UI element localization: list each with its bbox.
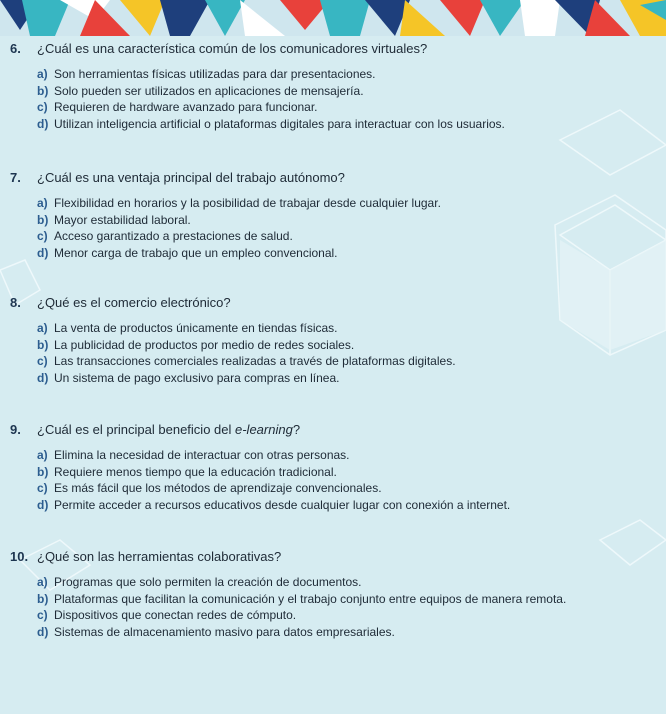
option-letter: d) [37,116,49,131]
option-text: Menor carga de trabajo que un empleo convencional. [54,245,338,260]
option-letter: d) [37,497,49,512]
option-a [0,448,666,465]
option-letter: b) [37,337,49,352]
question-number: 10. [10,549,29,564]
option-b [0,592,666,609]
question-6 [0,41,666,133]
option-a [0,196,666,213]
option-text: Elimina la necesidad de interactuar con otras personas. [54,448,350,462]
option-d [0,371,666,388]
option-text: Dispositivos que conectan redes de cómputo. [54,608,297,622]
option-a [0,67,666,84]
option-d [0,498,666,515]
option-letter: a) [37,448,48,462]
option-text: Sistemas de almacenamiento masivo para datos empresariales. [54,624,395,639]
option-text: Acceso garantizado a prestaciones de salud. [54,229,293,243]
option-letter: a) [37,67,48,81]
option-letter: c) [37,229,48,243]
option-text: Utilizan inteligencia artificial o plataformas digitales para interactuar con los usuarios. [54,116,505,131]
question-9 [0,422,666,514]
question-10 [0,549,666,641]
option-d [0,246,666,263]
option-text: Permite acceder a recursos educativos desde cualquier lugar con conexión a internet. [54,497,511,512]
option-text: Requiere menos tiempo que la educación tradicional. [54,464,337,479]
option-text: La venta de productos únicamente en tiendas físicas. [54,321,338,335]
option-c [0,229,666,246]
option-letter: c) [37,481,48,495]
option-letter: c) [37,100,48,114]
option-text: Un sistema de pago exclusivo para compras en línea. [54,370,340,385]
question-number: 8. [10,295,21,310]
question-text-emphasis: e-learning [235,422,293,437]
option-letter: d) [37,370,49,385]
option-text: Es más fácil que los métodos de aprendizaje convencionales. [54,481,382,495]
question-number: 7. [10,170,21,185]
option-d [0,117,666,134]
question-8 [0,295,666,387]
option-text: Flexibilidad en horarios y la posibilidad de trabajar desde cualquier lugar. [54,196,441,210]
option-c [0,100,666,117]
question-7 [0,170,666,262]
option-letter: a) [37,575,48,589]
option-b [0,465,666,482]
question-number: 6. [10,41,21,56]
option-b [0,84,666,101]
option-b [0,338,666,355]
option-letter: b) [37,591,49,606]
option-text: Programas que solo permiten la creación de documentos. [54,575,362,589]
question-text-suffix: ? [292,422,301,437]
option-a [0,321,666,338]
option-letter: a) [37,196,48,210]
option-text: Mayor estabilidad laboral. [54,212,191,227]
option-d [0,625,666,642]
question-text: ¿Qué es el comercio electrónico? [37,295,231,310]
option-letter: d) [37,624,49,639]
option-c [0,481,666,498]
option-letter: b) [37,83,49,98]
question-text-prefix: ¿Cuál es el principal beneficio del [37,422,235,437]
option-text: Son herramientas físicas utilizadas para dar presentaciones. [54,67,376,81]
option-text: Solo pueden ser utilizados en aplicaciones de mensajería. [54,83,364,98]
option-letter: b) [37,464,49,479]
option-c [0,608,666,625]
option-text: Plataformas que facilitan la comunicación y el trabajo conjunto entre equipos de manera remota. [54,591,567,606]
option-letter: d) [37,245,49,260]
question-text: ¿Cuál es una ventaja principal del trabajo autónomo? [37,170,345,185]
question-text: ¿Cuál es una característica común de los comunicadores virtuales? [37,41,428,56]
option-text: La publicidad de productos por medio de redes sociales. [54,337,355,352]
option-letter: c) [37,608,48,622]
option-c [0,354,666,371]
option-b [0,213,666,230]
option-letter: a) [37,321,48,335]
option-text: Las transacciones comerciales realizadas a través de plataformas digitales. [54,354,456,368]
question-text [37,422,300,437]
option-text: Requieren de hardware avanzado para funcionar. [54,100,318,114]
option-a [0,575,666,592]
option-letter: c) [37,354,48,368]
question-text: ¿Qué son las herramientas colaborativas? [37,549,282,564]
option-letter: b) [37,212,49,227]
question-number: 9. [10,422,21,437]
